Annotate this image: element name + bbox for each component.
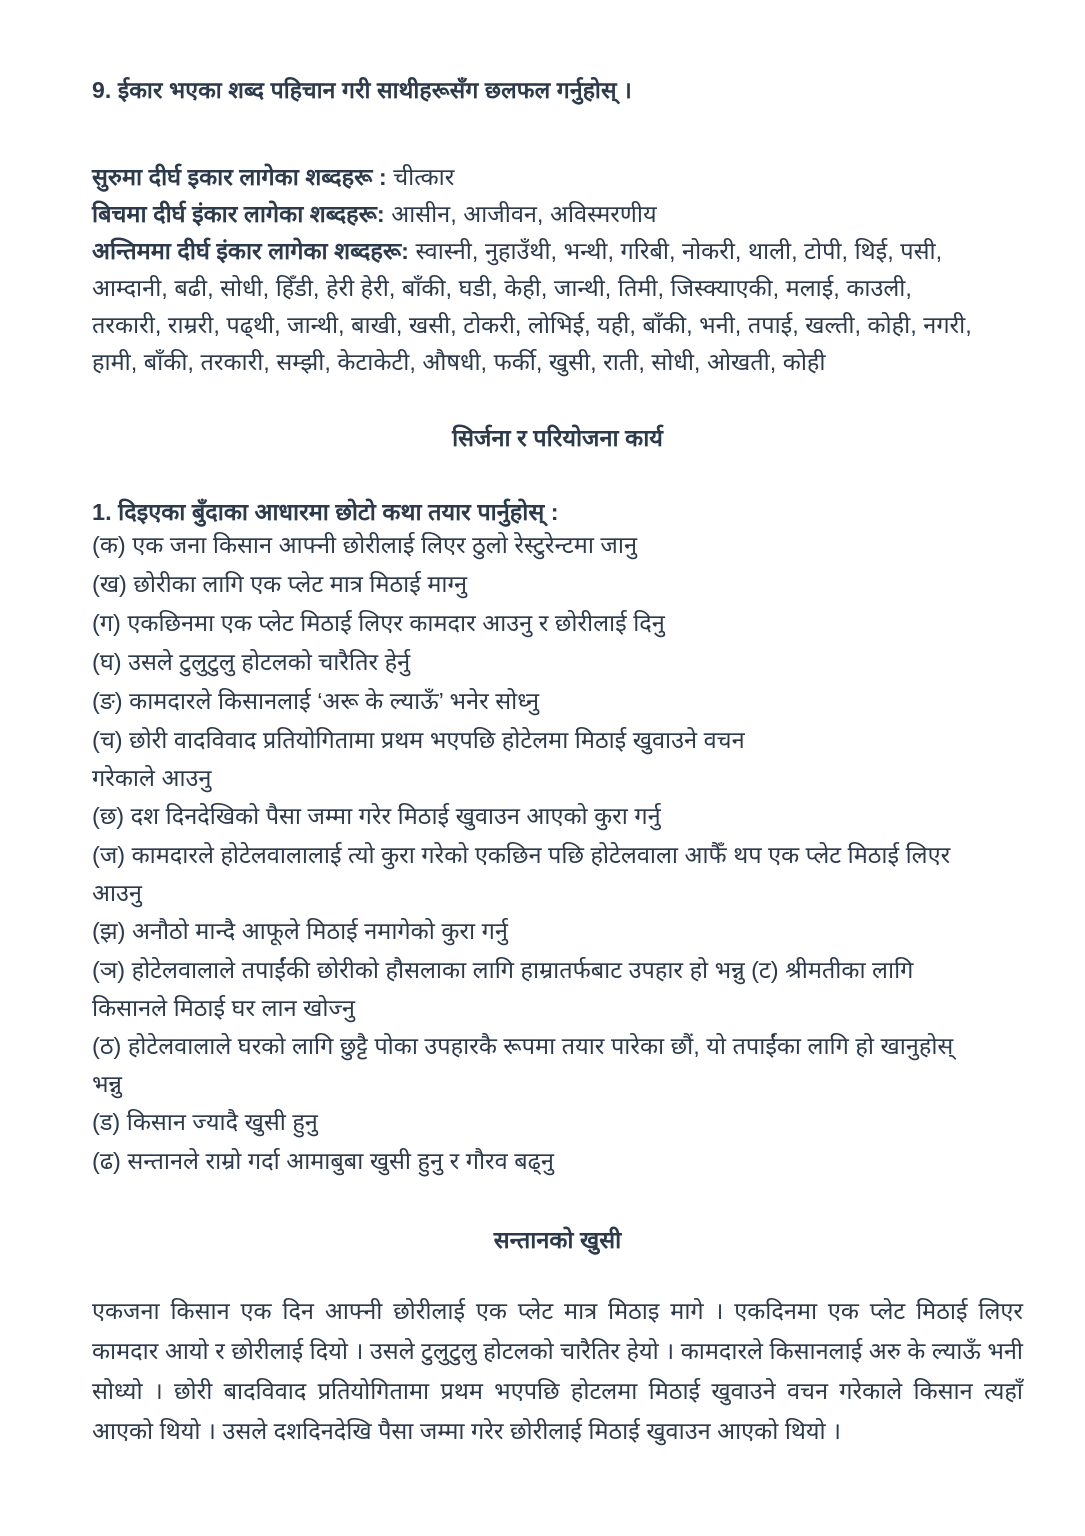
definition-value-bichma: आसीन, आजीवन, अविस्मरणीय (391, 200, 657, 227)
definition-label-antimma: अन्तिममा दीर्घ इंकार लागेका शब्दहरू: (92, 237, 409, 264)
list-item: (ढ) सन्तानले राम्रो गर्दा आमाबुबा खुसी हुनु र गौरव बढ्नु (92, 1148, 554, 1175)
list-item: (ख) छोरीका लागि एक प्लेट मात्र मिठाई माग्नु (92, 571, 468, 598)
list-item: किसानले मिठाई घर लान खोज्नु (92, 995, 355, 1022)
list-item: भन्नु (92, 1071, 122, 1098)
list-item: (ड) किसान ज्यादै खुसी हुनु (92, 1109, 318, 1136)
list-item: गरेकाले आउनु (92, 765, 212, 792)
definition-continuation-line-2: तरकारी, राम्ररी, पढ्थी, जान्थी, बाखी, खसी, टोकरी, लोभिई, यही, बाँकी, भनी, तपाई, खल्ती, कोही, नगरी, (92, 311, 972, 338)
list-item: (ङ) कामदारले किसानलाई ‘अरू के ल्याऊँ’ भनेर सोध्नु (92, 688, 540, 715)
list-item: (ग) एकछिनमा एक प्लेट मिठाई लिएर कामदार आउनु र छोरीलाई दिनु (92, 610, 665, 637)
definition-value-suruma: चीत्कार (393, 163, 455, 190)
list-item: (च) छोरी वादविवाद प्रतियोगितामा प्रथम भएपछि होटेलमा मिठाई खुवाउने वचन (92, 727, 745, 754)
task-1-title: 1. दिइएका बुँदाका आधारमा छोटो कथा तयार पार्नुहोस् : (92, 499, 559, 526)
list-item: (ज) कामदारले होटेलवालालाई त्यो कुरा गरेको एकछिन पछि होटेलवाला आफैँ थप एक प्लेट मिठाई लिएर (92, 842, 951, 869)
definition-continuation-line-3: हामी, बाँकी, तरकारी, सम्झी, केटाकेटी, औषधी, फर्की, खुसी, राती, सोधी, ओखती, कोही (92, 348, 826, 375)
section-heading-santanko-khusi: सन्तानको खुसी (493, 1227, 622, 1254)
definition-value-antimma: स्वास्नी, नुहाउँथी, भन्थी, गरिबी, नोकरी, थाली, टोपी, थिई, पसी, (415, 237, 943, 264)
list-item: (क) एक जना किसान आफ्नी छोरीलाई लिएर ठुलो रेस्टुरेन्टमा जानु (92, 532, 637, 559)
question-9-heading: 9. ईकार भएका शब्द पहिचान गरी साथीहरूसँग छलफल गर्नुहोस् । (92, 77, 632, 103)
task-1-points-list (92, 526, 1023, 1181)
definition-label-bichma: बिचमा दीर्घ इंकार लागेका शब्दहरू: (92, 200, 385, 227)
definition-line-suruma (92, 159, 1023, 196)
story-paragraph (92, 1253, 1023, 1451)
definition-label-suruma: सुरुमा दीर्घ इकार लागेका शब्दहरू : (92, 163, 387, 190)
list-item: (ठ) होटेलवालाले घरको लागि छुट्टै पोका उपहारकै रूपमा तयार पारेका छौं, यो तपाईंका लागि हो खानुहोस् (92, 1033, 954, 1060)
list-item: (छ) दश दिनदेखिको पैसा जम्मा गरेर मिठाई खुवाउन आएको कुरा गर्नु (92, 803, 661, 830)
story-line-3: ल्याऊँ भनी सोध्यो । छोरी बादविवाद प्रतियोगितामा प्रथम भएपछि होटलमा मिठाई खुवाउने वचन गरेकाले (92, 1337, 1024, 1404)
definition-continuation-line-1: आम्दानी, बढी, सोधी, हिँडी, हेरी हेरी, बाँकी, घडी, केही, जान्थी, तिमी, जिस्क्याएकी, मलाई, काउली, (92, 274, 912, 301)
definition-line-bichma (92, 196, 1023, 233)
story-line-4: किसान त्यहाँ आएको थियो । उसले दशदिनदेखि पैसा जम्मा गरेर छोरीलाई मिठाई खुवाउन आएको थियो । (92, 1377, 1023, 1444)
document-body (92, 76, 1023, 1451)
ikar-definitions-block (92, 159, 1023, 381)
story-line-2: कामदार आयो र छोरीलाई दियो । उसले टुलुटुलु होटलको चारैतिर हेयो । कामदारले किसानलाई अरु के (92, 1337, 926, 1364)
section-heading-srijana-ra-pariyojana-karya: सिर्जना र परियोजना कार्य (452, 424, 663, 451)
definition-line-antimma (92, 233, 1023, 270)
list-item: (झ) अनौठो मान्दै आफूले मिठाई नमागेको कुरा गर्नु (92, 918, 508, 945)
story-line-1: एकजना किसान एक दिन आफ्नी छोरीलाई एक प्लेट मात्र मिठाइ मागे । एकदिनमा एक प्लेट मिठाई लिएर (92, 1297, 1023, 1324)
list-item: (ञ) होटेलवालाले तपाईंकी छोरीको हौसलाका लागि हाम्रातर्फबाट उपहार हो भन्नु (ट) श्रीमतीका लागि (92, 957, 914, 984)
list-item: आउनु (92, 880, 142, 907)
list-item: (घ) उसले टुलुटुलु होटलको चारैतिर हेर्नु (92, 649, 411, 676)
